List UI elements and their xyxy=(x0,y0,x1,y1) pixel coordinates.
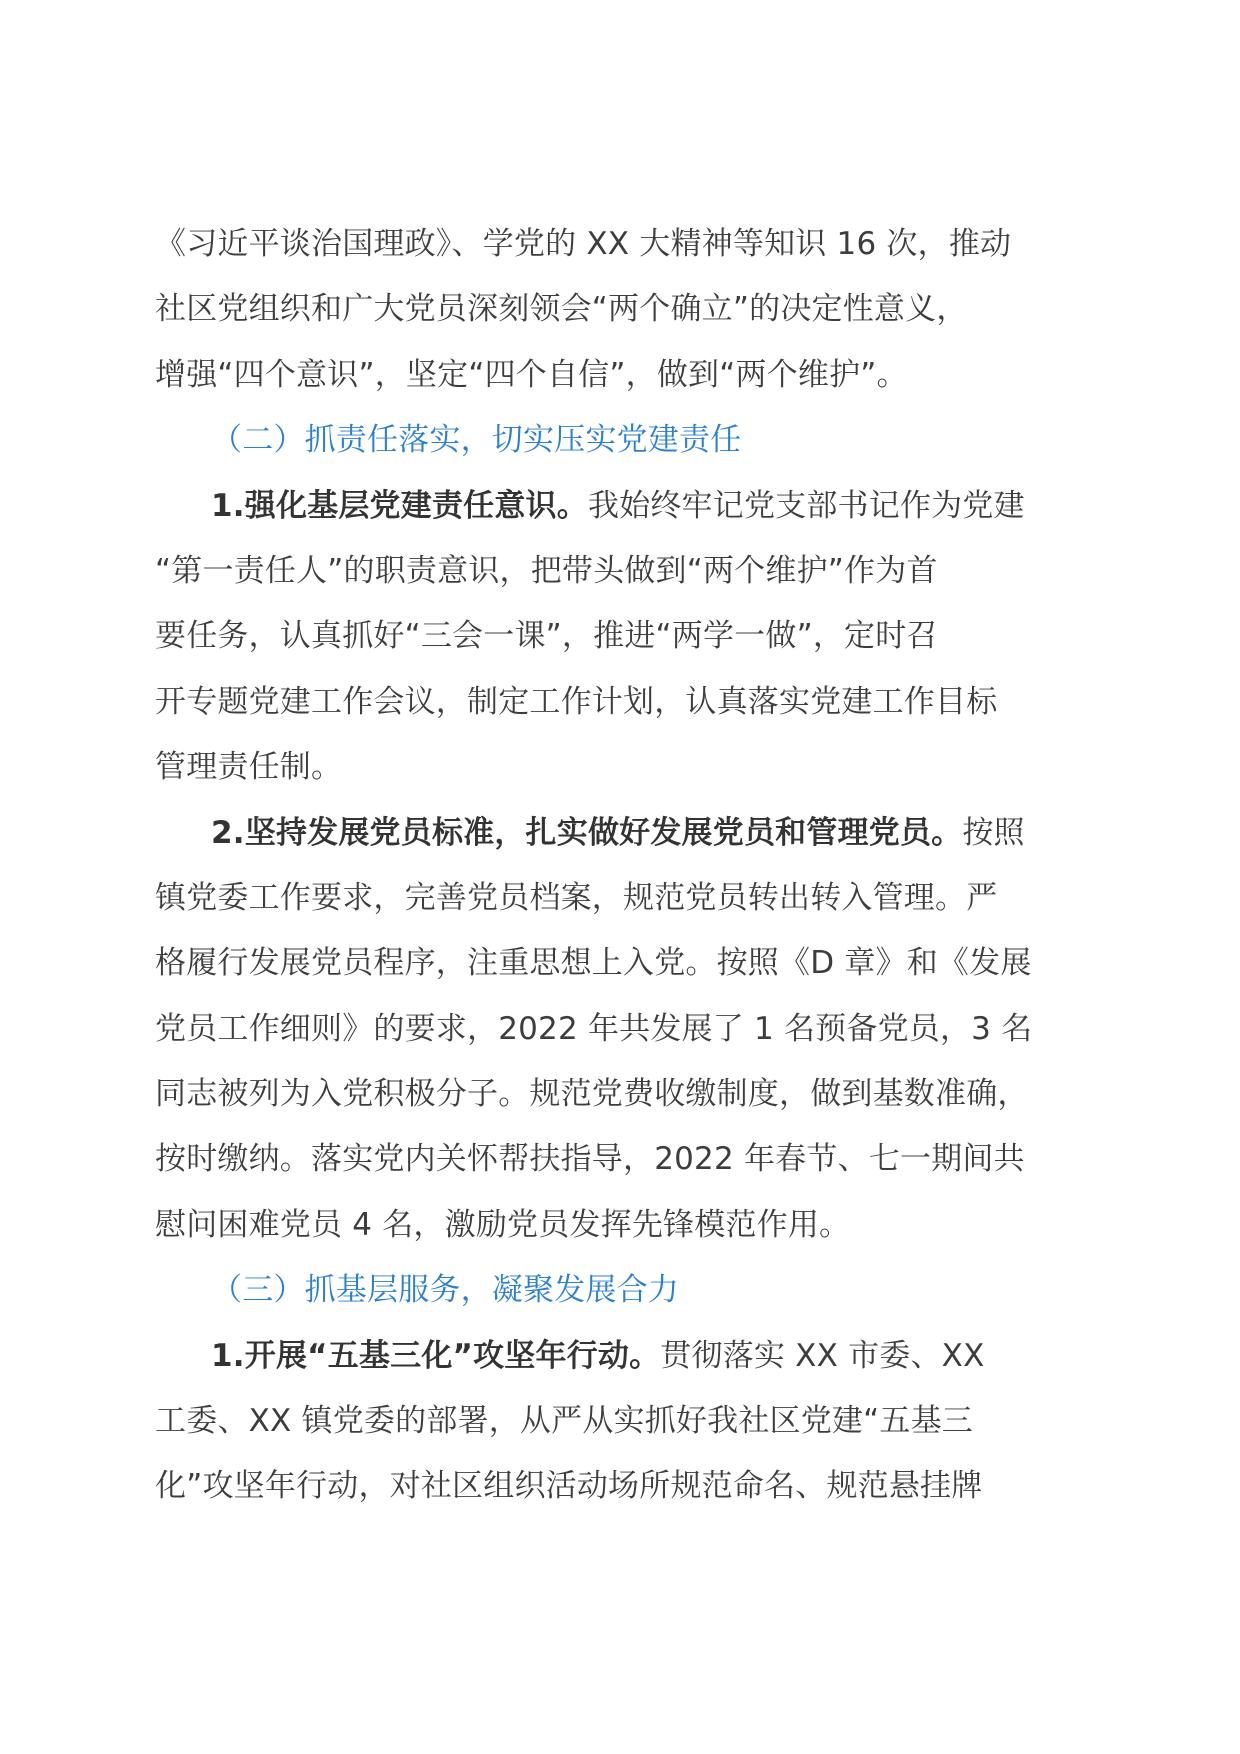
text-line: 化”攻坚年行动，对社区组织活动场所规范命名、规范悬挂牌 xyxy=(155,1468,983,1505)
text-line: 增强“四个意识”，坚定“四个自信”，做到“两个维护”。 xyxy=(155,356,908,393)
text-line: 管理责任制。 xyxy=(155,749,343,786)
text-line: 开专题党建工作会议，制定工作计划，认真落实党建工作目标 xyxy=(155,683,998,720)
paragraph-lead: 1.强化基层党建责任意识。 xyxy=(211,487,588,524)
section-heading-2: （二）抓责任落实，切实压实党建责任 xyxy=(211,422,742,459)
paragraph-start-line xyxy=(155,801,1095,866)
document-body xyxy=(155,212,1095,1520)
text-line: 镇党委工作要求，完善党员档案，规范党员转出转入管理。严 xyxy=(155,879,998,916)
text-line: 慰问困难党员 4 名，激励党员发挥先锋模范作用。 xyxy=(155,1206,851,1243)
paragraph-text: 按照 xyxy=(962,814,1025,851)
section-heading-3: （三）抓基层服务，凝聚发展合力 xyxy=(211,1272,679,1309)
text-line: 工委、XX 镇党委的部署，从严从实抓好我社区党建“五基三 xyxy=(155,1403,973,1440)
text-line: 《习近平谈治国理政》、学党的 XX 大精神等知识 16 次，推动 xyxy=(155,226,1012,262)
text-line: 社区党组织和广大党员深刻领会“两个确立”的决定性意义， xyxy=(155,291,968,328)
paragraph-text: 贯彻落实 XX 市委、XX xyxy=(660,1337,985,1374)
text-line: 格履行发展党员程序，注重思想上入党。按照《D 章》和《发展 xyxy=(155,945,1032,982)
paragraph-text: 我始终牢记党支部书记作为党建 xyxy=(587,487,1025,524)
paragraph-start-line xyxy=(155,474,1095,539)
text-line: 党员工作细则》的要求，2022 年共发展了 1 名预备党员，3 名 xyxy=(155,1010,1033,1047)
paragraph-lead: 1.开展“五基三化”攻坚年行动。 xyxy=(211,1337,661,1374)
paragraph-start-line xyxy=(155,1324,1095,1389)
text-line: 按时缴纳。落实党内关怀帮扶指导，2022 年春节、七一期间共 xyxy=(155,1141,1025,1178)
text-line: “第一责任人”的职责意识，把带头做到“两个维护”作为首 xyxy=(155,552,938,589)
text-line: 同志被列为入党积极分子。规范党费收缴制度，做到基数准确， xyxy=(155,1076,1029,1113)
text-line: 要任务，认真抓好“三会一课”，推进“两学一做”，定时召 xyxy=(155,618,938,655)
paragraph-lead: 2.坚持发展党员标准，扎实做好发展党员和管理党员。 xyxy=(211,814,963,851)
